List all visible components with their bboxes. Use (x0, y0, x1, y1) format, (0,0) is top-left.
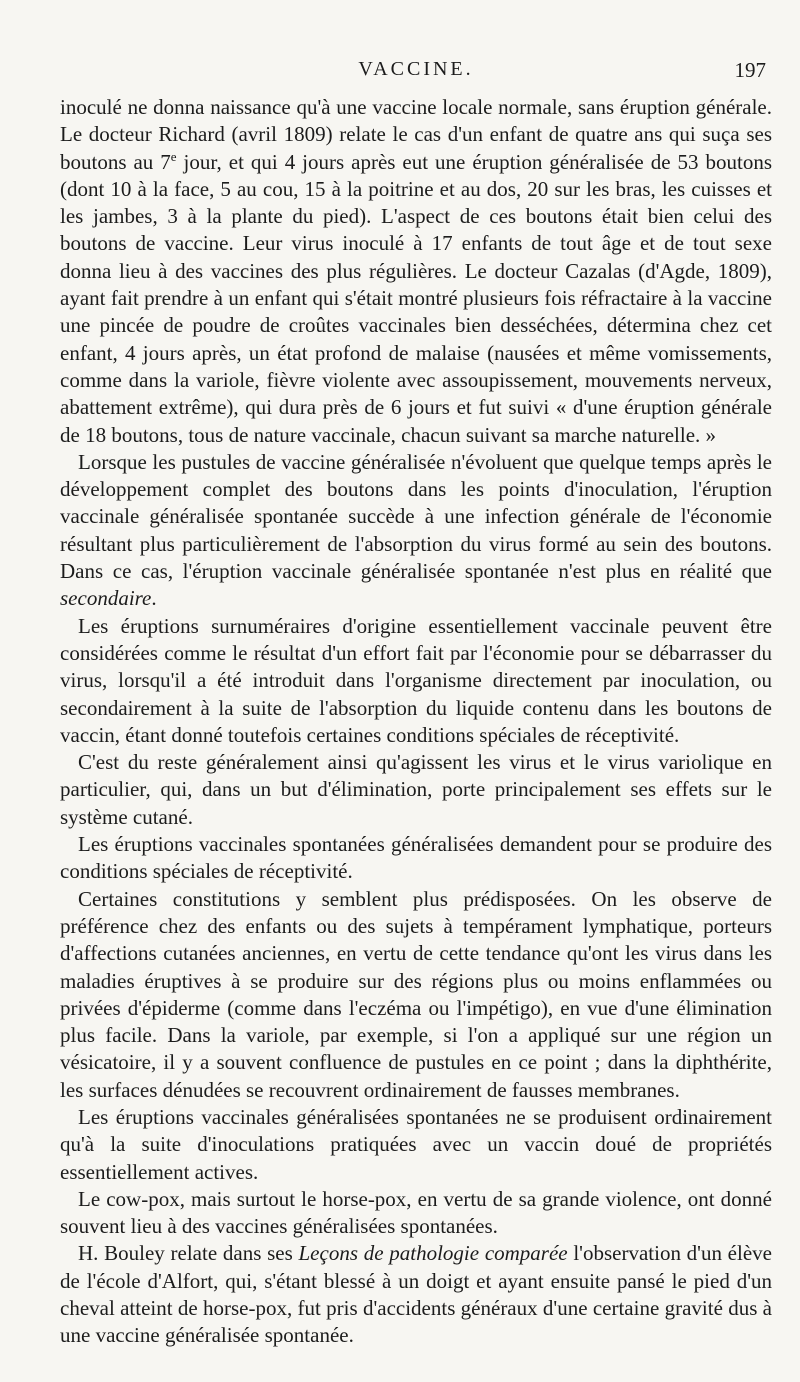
paragraph (60, 449, 772, 613)
text-run: Les éruptions vaccinales spontanées généralisées demandent pour se produire des conditions spéciales de réceptivité. (60, 832, 772, 884)
text-run: H. Bouley relate dans ses (78, 1241, 299, 1266)
text-run: . (151, 586, 157, 611)
text-run: Le cow-pox, mais surtout le horse-pox, en vertu de sa grande violence, ont donné souvent lieu à des vaccines généralisées spontanées. (60, 1186, 772, 1239)
paragraph (60, 1186, 772, 1241)
page-header (60, 58, 772, 88)
paragraph (60, 1240, 772, 1349)
paragraph (60, 613, 772, 749)
paragraph (60, 831, 772, 886)
paragraph (60, 94, 772, 449)
superscript: e (170, 148, 177, 164)
paragraph (60, 886, 772, 1104)
text-run: Certaines constitutions y semblent plus prédisposées. On les observe de préférence chez des enfants ou des sujets à tempérament lymphatique, porteurs d'affections cutanées anciennes, en vertu de cette tendance qu'ont les virus dans les maladies éruptives à se produire sur des régions plus ou moins enflammées ou privées d'épiderme (comme dans l'eczéma ou l'impétigo), en vue d'une élimination plus facile. Dans la variole, par exemple, si l'on a appliqué sur une région un vésicatoire, il y a souvent confluence de pustules en ce point ; dans la diphthérite, les surfaces dénudées se recouvrent ordinairement de fausses membranes. (60, 886, 772, 1102)
running-title: VACCINE. (358, 58, 474, 80)
italic-text: Leçons de pathologie comparée (298, 1241, 568, 1266)
text-run: jour, et qui 4 jours après eut une éruption généralisée de 53 boutons (dont 10 à la face, 5 au cou, 15 à la poitrine et au dos, 20 sur les bras, les cuisses et les jambes, 3 à la plante du pied). L'aspect de ces boutons était bien celui des boutons de vaccine. Leur virus inoculé à 17 enfants de tout âge et de tout sexe donna lieu à des vaccines des plus régulières. Le docteur Cazalas (d'Agde, 1809), ayant fait prendre à un enfant qui s'était montré plusieurs fois réfractaire à la vaccine une pincée de poudre de croûtes vaccinales bien desséchées, détermina chez cet enfant, 4 jours après, un état profond de malaise (nausées et même vomissements, comme dans la variole, fièvre violente avec assoupissement, mouvements nerveux, abattement extrême), qui dura près de 6 jours et fut suivi « d'une éruption générale de 18 boutons, tous de nature vaccinale, chacun suivant sa marche naturelle. » (60, 149, 772, 447)
text-run: inoculé ne donna naissance qu'à une vaccine locale normale, sans éruption générale. Le docteur Richard (avril 1809) relate le cas d'un enfant de quatre ans qui suça ses boutons au 7 (60, 95, 772, 174)
text-run: C'est du reste généralement ainsi qu'agissent les virus et le virus variolique en particulier, qui, dans un but d'élimination, porte principalement ses effets sur le système cutané. (60, 750, 772, 829)
text-run: Les éruptions vaccinales généralisées spontanées ne se produisent ordinairement qu'à la suite d'inoculations pratiquées avec un vaccin doué de propriétés essentiellement actives. (60, 1104, 772, 1184)
paragraph (60, 749, 772, 831)
body-text (60, 94, 772, 1350)
page-number: 197 (734, 58, 766, 82)
paragraph (60, 1104, 772, 1186)
italic-text: secondaire (60, 586, 152, 611)
text-run: Lorsque les pustules de vaccine généralisée n'évoluent que quelque temps après le développement complet des boutons dans les points d'inoculation, l'éruption vaccinale généralisée spontanée succède à une infection générale de l'économie résultant plus particulièrement de l'absorption du virus formé au sein des boutons. Dans ce cas, l'éruption vaccinale généralisée spontanée n'est plus en réalité que (60, 449, 772, 584)
text-run: l'observation d'un élève de l'école d'Alfort, qui, s'étant blessé à un doigt et ayant ensuite pansé le pied d'un cheval atteint de horse-pox, fut pris d'accidents généraux d'une certaine gravité dus à une vaccine généralisée spontanée. (60, 1241, 772, 1348)
text-run: Les éruptions surnuméraires d'origine essentiellement vaccinale peuvent être considérées comme le résultat d'un effort fait par l'économie pour se débarrasser du virus, lorsqu'il a été introduit dans l'organisme directement par inoculation, ou secondairement à la suite de l'absorption du liquide contenu dans les boutons de vaccin, étant donné toutefois certaines conditions spéciales de réceptivité. (60, 613, 772, 747)
